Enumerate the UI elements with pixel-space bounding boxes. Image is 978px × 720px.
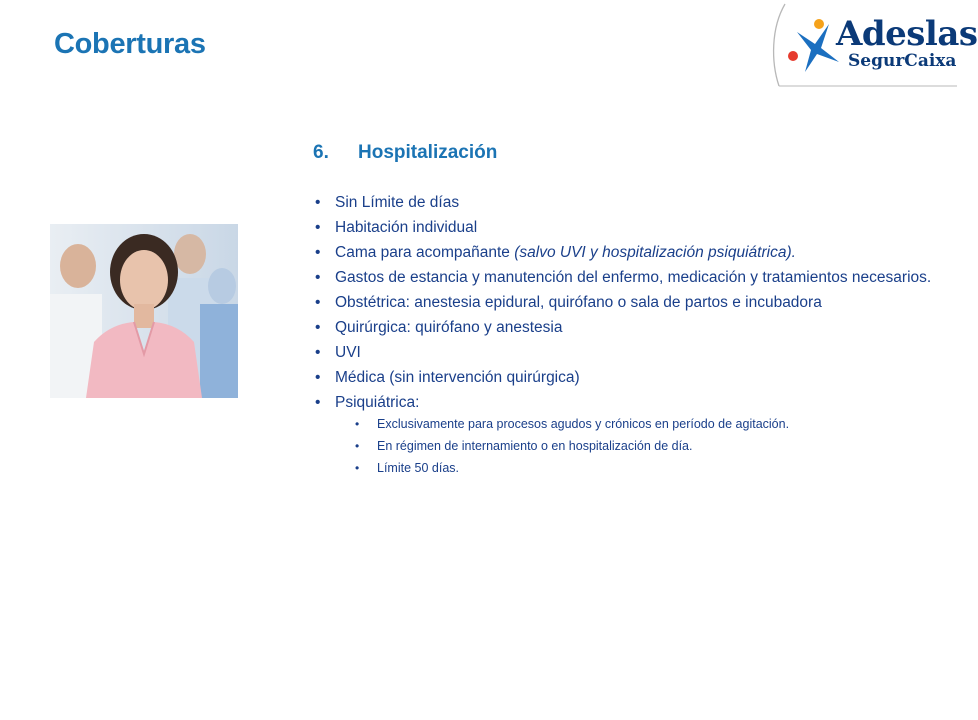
- coverage-list: [313, 193, 943, 482]
- list-item: • Gastos de estancia y manutención del enfermo, medicación y tratamientos necesarios.: [313, 268, 943, 287]
- section-number: 6.: [313, 142, 329, 163]
- psychiatric-sublist: [335, 416, 943, 476]
- section-heading: [313, 142, 497, 164]
- list-item: • Sin Límite de días: [313, 193, 943, 212]
- sub-list-item: • Exclusivamente para procesos agudos y crónicos en período de agitación.: [355, 416, 943, 432]
- list-item: • Médica (sin intervención quirúrgica): [313, 368, 943, 387]
- list-item: • Habitación individual: [313, 218, 943, 237]
- medical-staff-photo: [50, 224, 238, 398]
- section-title: Hospitalización: [358, 142, 498, 163]
- list-item: • Obstétrica: anestesia epidural, quirófano o sala de partos e incubadora: [313, 293, 943, 312]
- list-item-note: (salvo UVI y hospitalización psiquiátrica).: [514, 244, 796, 261]
- logo-sub-text: SegurCaixa: [848, 51, 957, 71]
- list-item: • Cama para acompañante (salvo UVI y hospitalización psiquiátrica).: [313, 243, 943, 262]
- sub-list-item: • En régimen de internamiento o en hospitalización de día.: [355, 438, 943, 454]
- page-title: Coberturas: [54, 28, 206, 60]
- list-item: • Quirúrgica: quirófano y anestesia: [313, 318, 943, 337]
- sub-list-item: • Límite 50 días.: [355, 460, 943, 476]
- list-item: • Psiquiátrica: • Exclusivamente para procesos agudos y crónicos en período de agitación. • En régimen de internamiento o en hospitalización de día. • Límite 50 días.: [313, 393, 943, 476]
- list-item: • UVI: [313, 343, 943, 362]
- logo-brand-text: Adeslas: [836, 14, 978, 54]
